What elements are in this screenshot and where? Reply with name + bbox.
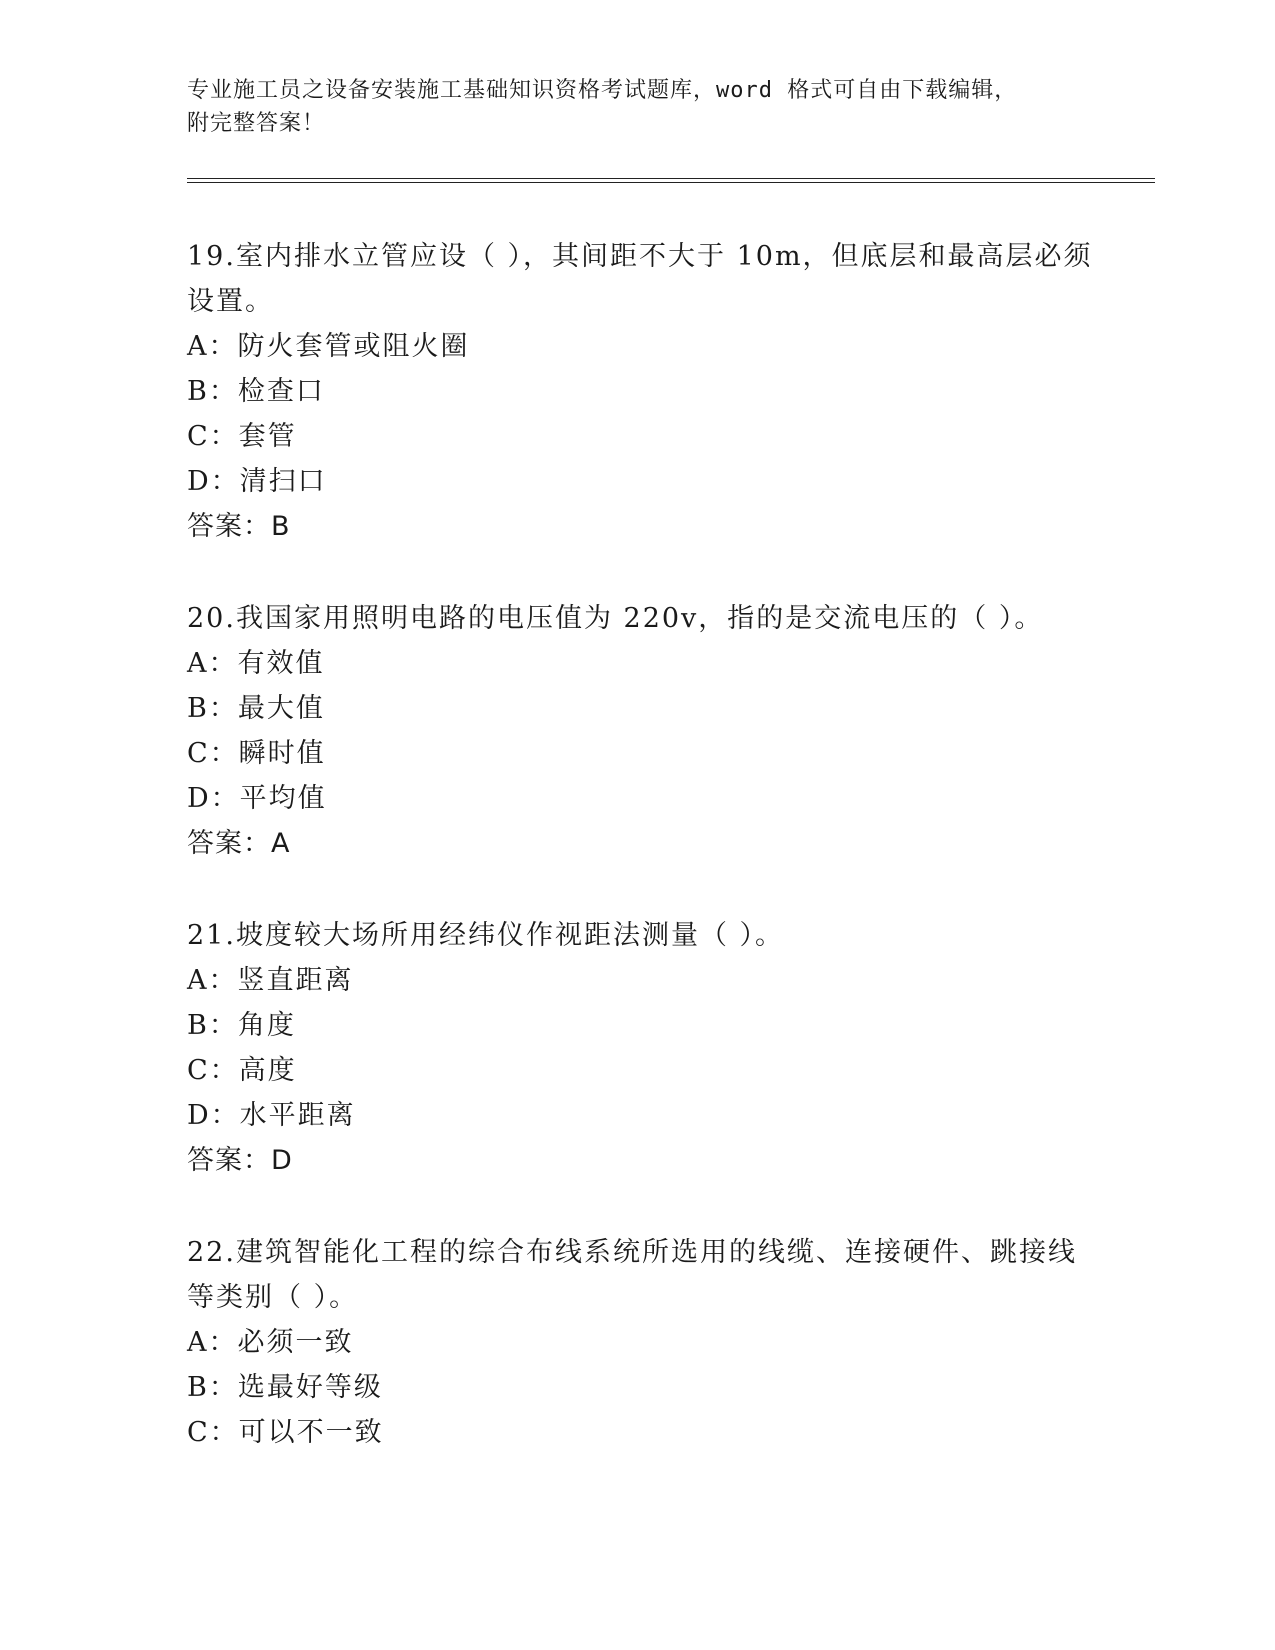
question-stem-line: 19.室内排水立管应设（ ），其间距不大于 10m，但底层和最高层必须 <box>187 241 1093 272</box>
question-21 <box>187 913 1087 1184</box>
question-stem <box>187 1230 1087 1320</box>
option-c: C：套管 <box>187 421 297 452</box>
question-stem-line: 22.建筑智能化工程的综合布线系统所选用的线缆、连接硬件、跳接线 <box>187 1237 1077 1268</box>
option-b: B：检查口 <box>187 376 325 407</box>
option-b: B：最大值 <box>187 693 325 724</box>
question-stem-line: 21.坡度较大场所用经纬仪作视距法测量（ ）。 <box>187 920 785 951</box>
answer-label: 答案：A <box>187 828 291 859</box>
option-a: A：有效值 <box>187 648 325 679</box>
answer-label: 答案：D <box>187 1145 293 1176</box>
option-a: A：竖直距离 <box>187 965 354 996</box>
question-list <box>187 234 1093 1501</box>
question-22 <box>187 1230 1087 1455</box>
option-b: B：角度 <box>187 1010 296 1041</box>
question-stem-line: 等类别（ ）。 <box>187 1282 359 1313</box>
answer-label: 答案：B <box>187 511 291 542</box>
question-19 <box>187 234 1093 550</box>
option-c: C：高度 <box>187 1055 297 1086</box>
header-divider <box>187 178 1155 183</box>
header-line-1: 专业施工员之设备安装施工基础知识资格考试题库，word 格式可自由下载编辑， <box>187 78 1018 103</box>
option-a: A：防火套管或阻火圈 <box>187 331 470 362</box>
option-d: D：平均值 <box>187 783 327 814</box>
option-b: B：选最好等级 <box>187 1372 383 1403</box>
question-stem <box>187 596 1087 641</box>
option-d: D：水平距离 <box>187 1100 356 1131</box>
option-c: C：可以不一致 <box>187 1417 384 1448</box>
question-stem-line: 设置。 <box>187 286 274 317</box>
question-20 <box>187 596 1087 867</box>
option-d: D：清扫口 <box>187 466 327 497</box>
option-a: A：必须一致 <box>187 1327 354 1358</box>
option-c: C：瞬时值 <box>187 738 326 769</box>
header-line-2: 附完整答案！ <box>187 111 326 136</box>
question-stem-line: 20.我国家用照明电路的电压值为 220v，指的是交流电压的（ ）。 <box>187 603 1044 634</box>
document-header <box>187 74 1087 140</box>
question-stem <box>187 234 1093 324</box>
question-stem <box>187 913 1087 958</box>
